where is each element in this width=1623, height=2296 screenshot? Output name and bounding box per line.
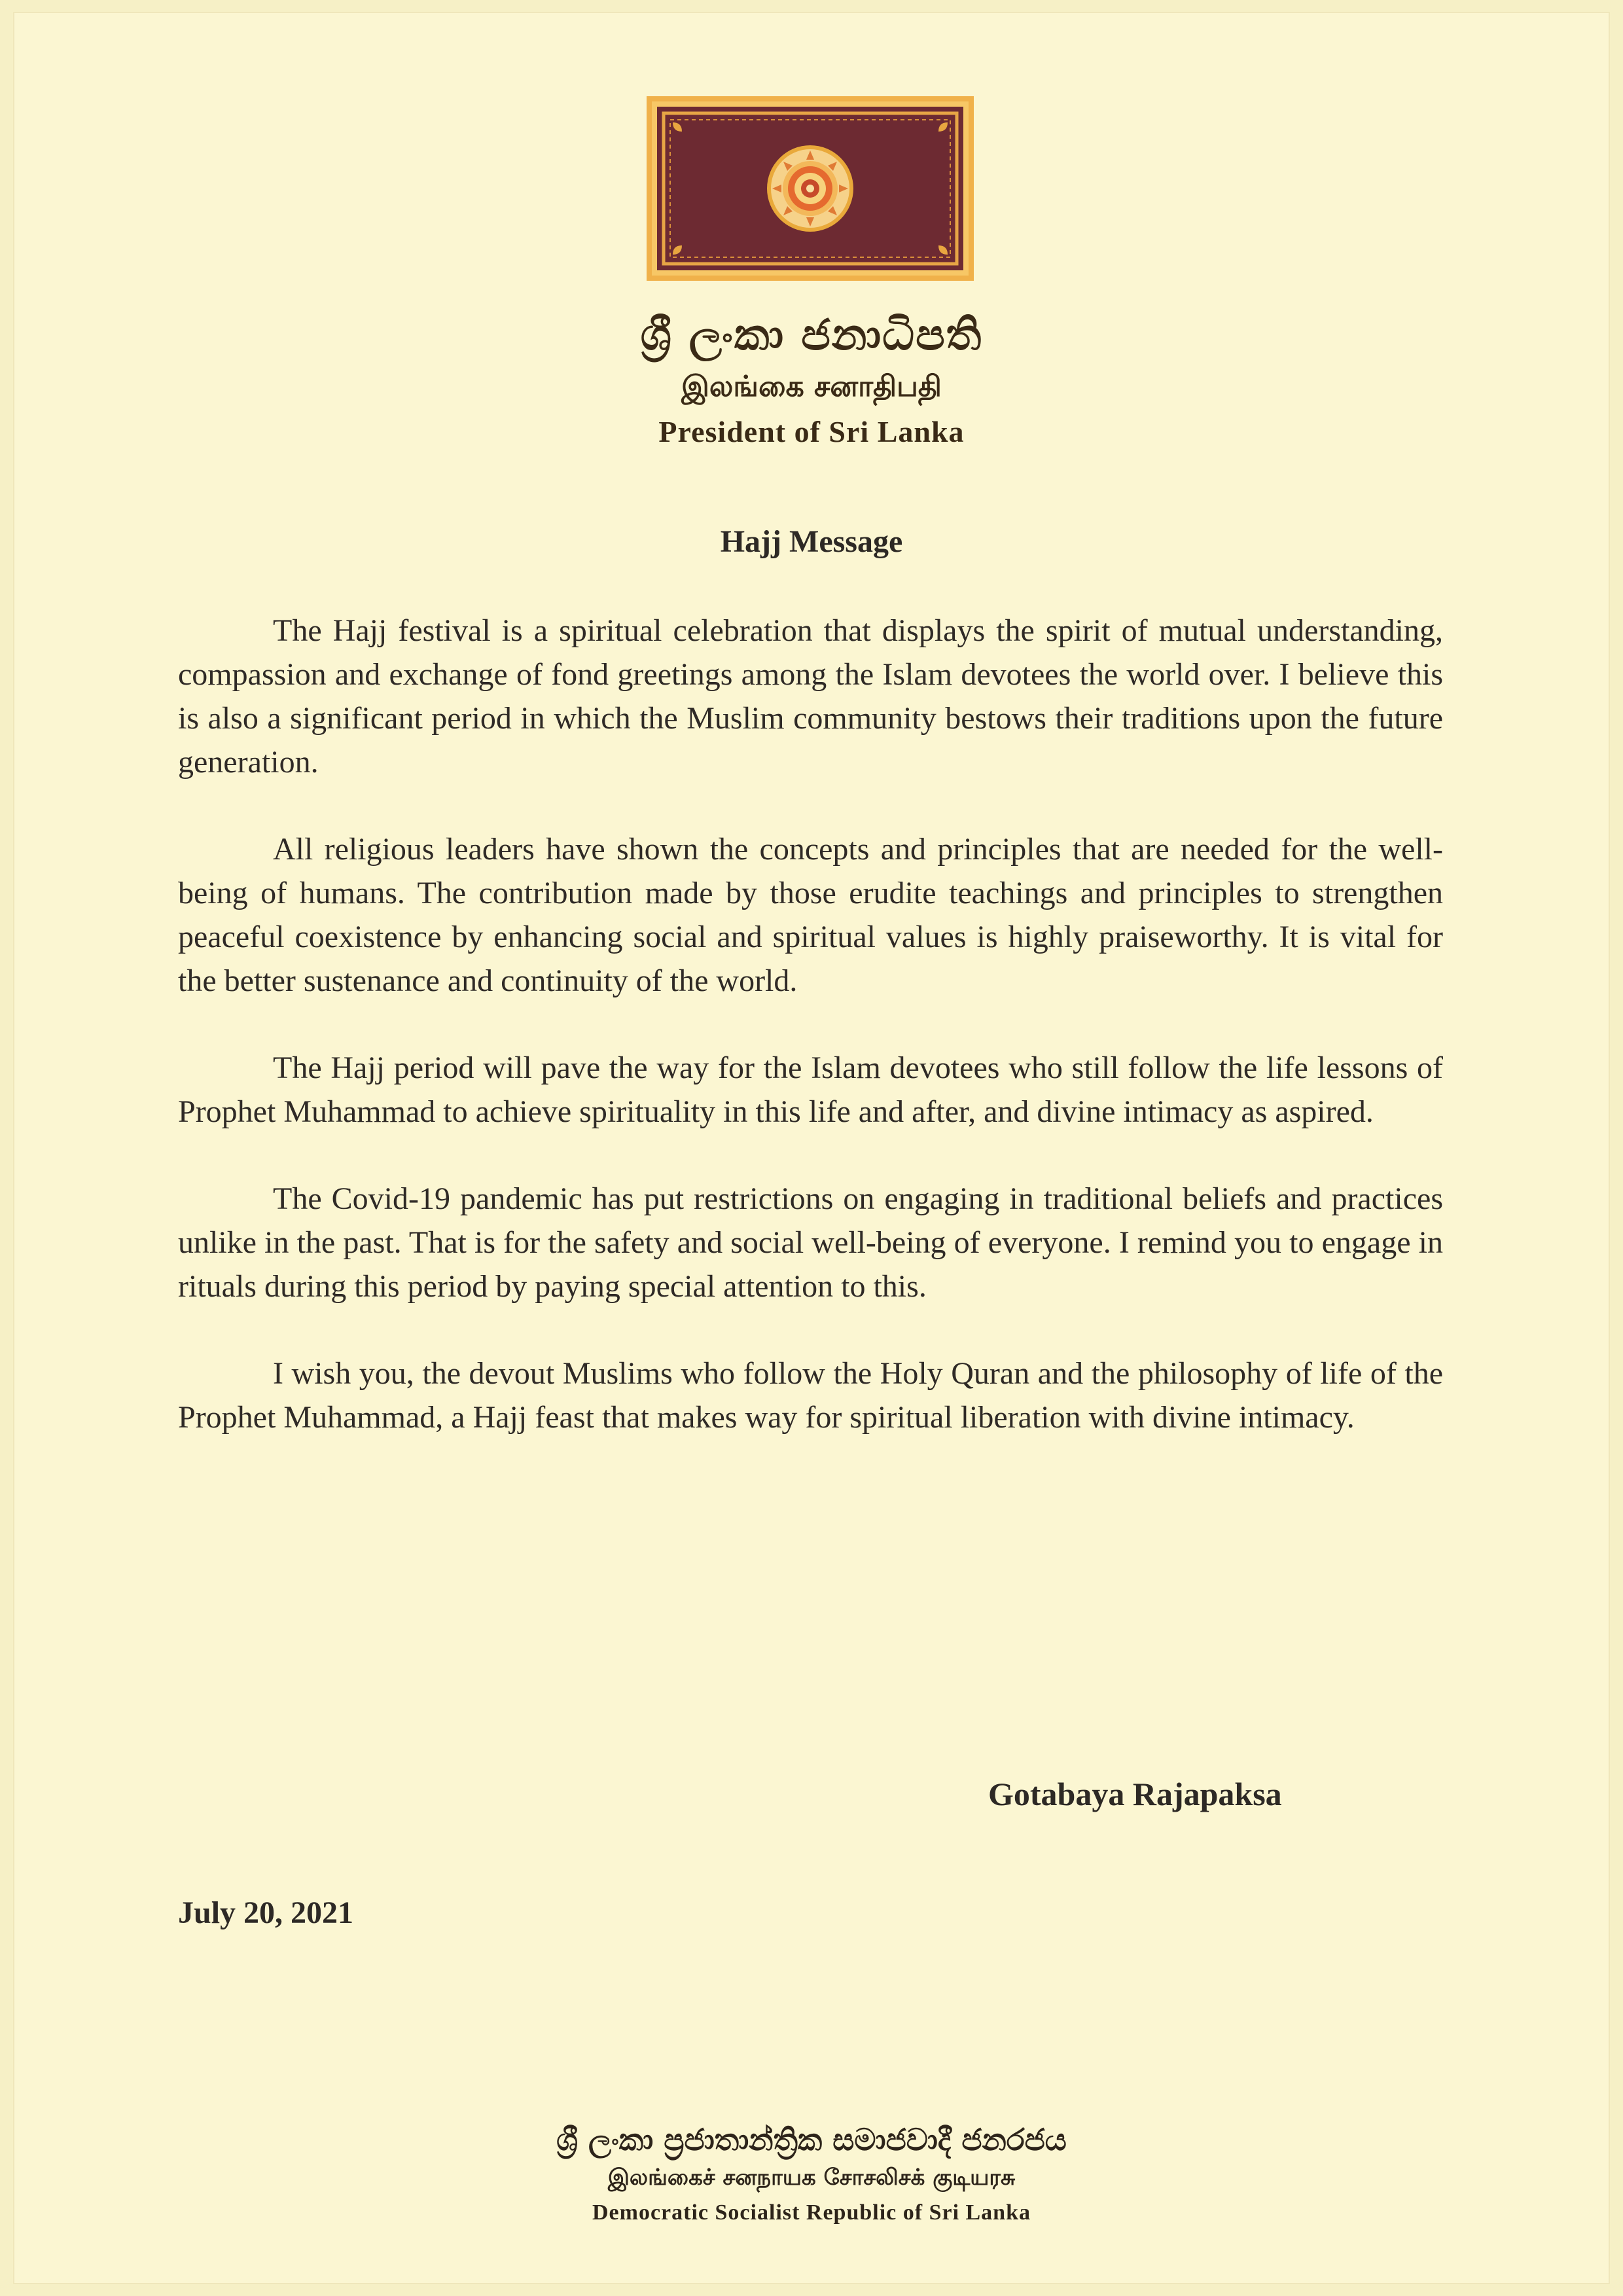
- message-title: Hajj Message: [720, 524, 903, 559]
- message-paragraph: The Hajj festival is a spiritual celebration that displays the spirit of mutual understanding, compassion and exchange of fond greetings among the Islam devotees the world over. I believe this is also a significant period in which the Muslim community bestows their traditions upon the future generation.: [178, 613, 1443, 780]
- signature-name: Gotabaya Rajapaksa: [988, 1776, 1282, 1812]
- emblem-graphic: [647, 96, 974, 281]
- message-paragraph: All religious leaders have shown the concepts and principles that are needed for the well-being of humans. The contribution made by those erudite teachings and principles to strengthen peaceful coexistence by enhancing social and spiritual values is highly praiseworthy. It is vital for the better sustenance and continuity of the world.: [178, 832, 1443, 998]
- letter-footer: [0, 2119, 1623, 2231]
- message-date: July 20, 2021: [178, 1895, 354, 1930]
- letterhead-title-tamil: இலங்கை சனாதிபதி: [681, 370, 942, 403]
- message-body: [178, 609, 1443, 1482]
- message-paragraph: The Hajj period will pave the way for the Islam devotees who still follow the life lessons of Prophet Muhammad to achieve spirituality in this life and after, and divine intimacy as aspired.: [178, 1050, 1443, 1129]
- letterhead: [0, 308, 1623, 453]
- letterhead-title-sinhala: ශ්‍රී ලංකා ජනාධිපති: [640, 310, 983, 360]
- footer-english: Democratic Socialist Republic of Sri Lanka: [592, 2200, 1031, 2225]
- footer-sinhala: ශ්‍රී ලංකා ප්‍රජාතාන්ත්‍රික සමාජවාදී ජනරජය: [556, 2122, 1067, 2157]
- presidential-standard-emblem: [647, 96, 974, 281]
- message-paragraph: The Covid-19 pandemic has put restrictions on engaging in traditional beliefs and practices unlike in the past. That is for the safety and social well-being of everyone. I remind you to engage in rituals during this period by paying special attention to this.: [178, 1181, 1443, 1304]
- message-paragraph: I wish you, the devout Muslims who follow the Holy Quran and the philosophy of life of the Prophet Muhammad, a Hajj feast that makes way for spiritual liberation with divine intimacy.: [178, 1356, 1443, 1435]
- letterhead-title-english: President of Sri Lanka: [658, 415, 965, 448]
- footer-tamil: இலங்கைச் சனநாயக சோசலிசக் குடியரசு: [607, 2164, 1016, 2191]
